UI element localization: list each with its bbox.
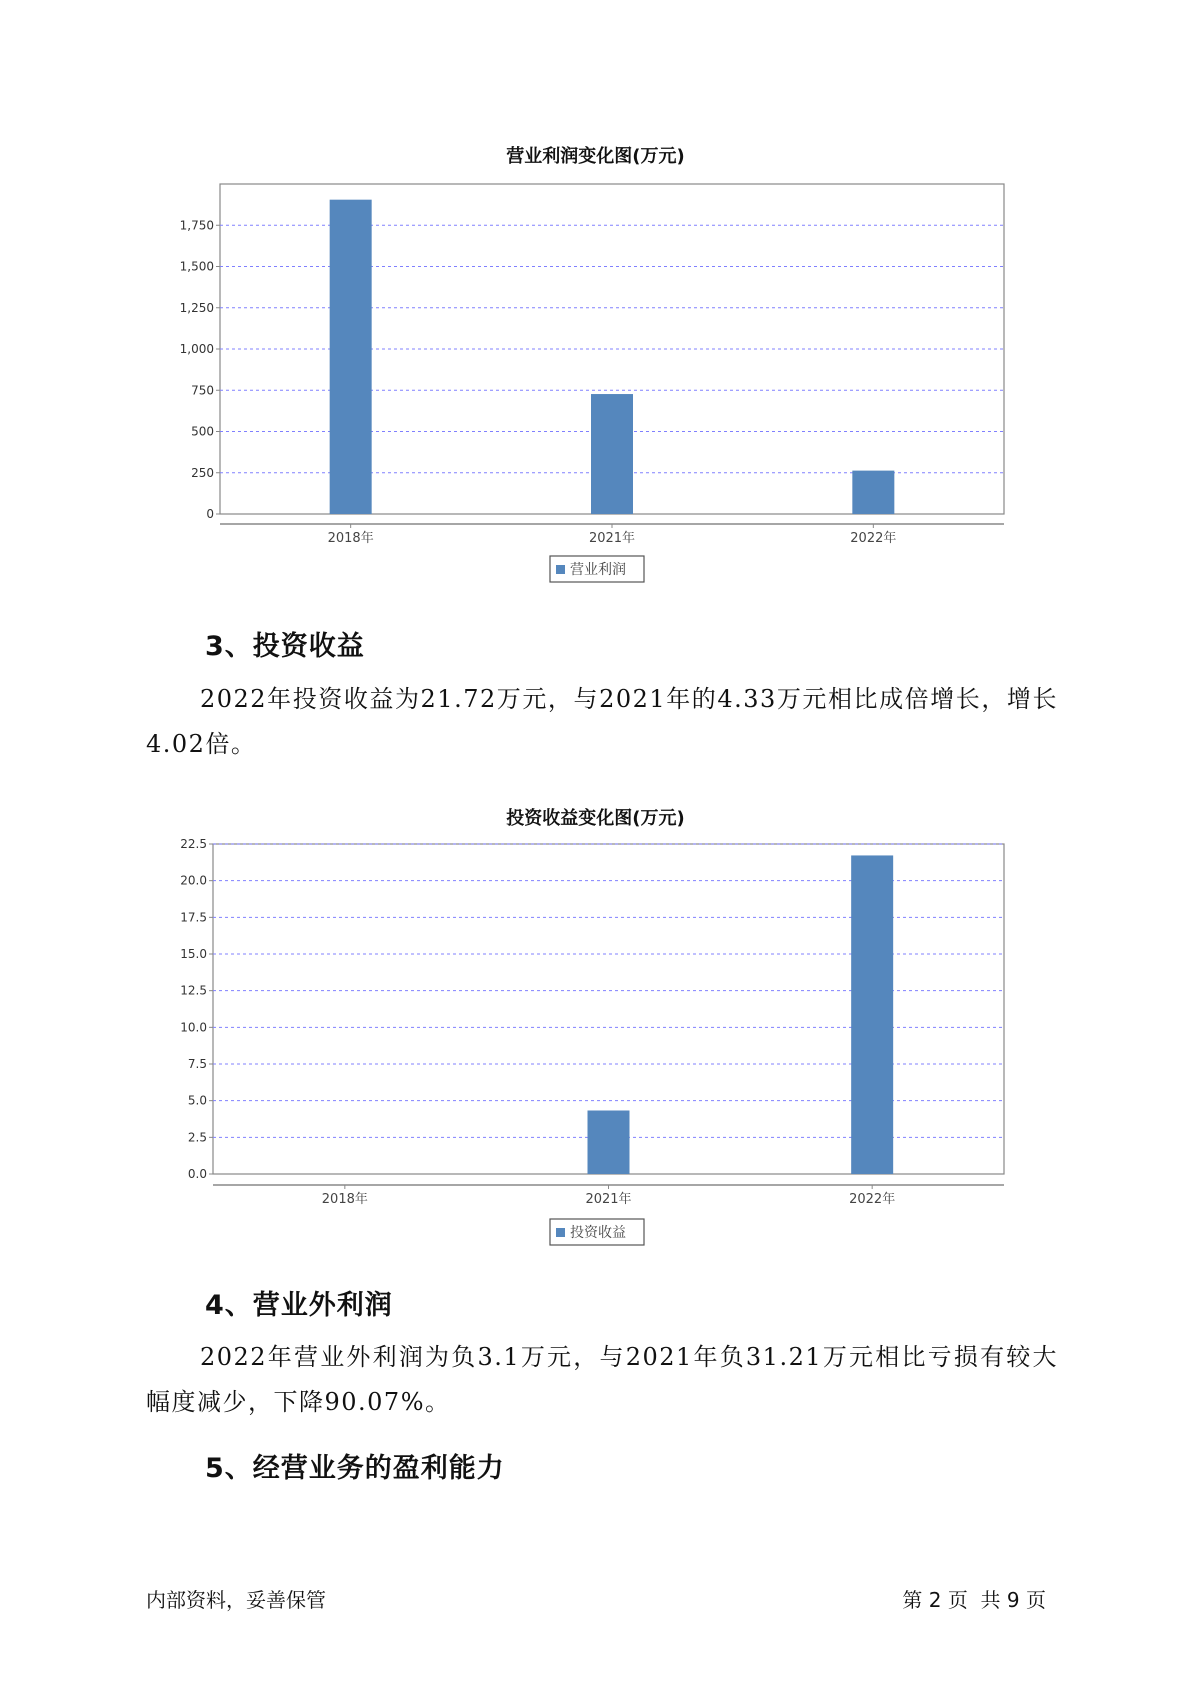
bar-2021年 — [588, 1110, 630, 1174]
x-tick-label: 2022年 — [849, 1192, 896, 1207]
x-tick-label: 2022年 — [850, 531, 897, 546]
bar-2021年 — [591, 394, 633, 514]
chart2-title: 投资收益变化图(万元) — [506, 808, 685, 829]
y-tick-label: 10.0 — [180, 1020, 207, 1035]
legend-swatch — [556, 1228, 565, 1237]
y-tick-label: 750 — [191, 383, 214, 398]
footer-page-number: 第 2 页 共 9 页 — [902, 1588, 1046, 1612]
footer-confidential-note: 内部资料，妥善保管 — [146, 1588, 326, 1612]
y-tick-label: 17.5 — [180, 910, 207, 925]
legend-swatch — [556, 565, 565, 574]
y-tick-label: 0.0 — [187, 1167, 207, 1181]
y-tick-label: 250 — [191, 465, 214, 480]
operating-profit-chart — [0, 170, 1191, 590]
y-tick-label: 1,750 — [179, 218, 214, 233]
bar-2018年 — [330, 200, 372, 514]
x-tick-label: 2021年 — [585, 1192, 632, 1207]
legend-label: 营业利润 — [570, 562, 626, 578]
x-tick-label: 2021年 — [588, 531, 636, 546]
y-tick-label: 0 — [206, 507, 214, 521]
y-tick-label: 1,250 — [179, 300, 214, 315]
y-tick-label: 2.5 — [187, 1130, 207, 1145]
section-heading-non-operating-profit: 4、营业外利润 — [205, 1290, 393, 1321]
legend-label: 投资收益 — [570, 1225, 626, 1241]
y-tick-label: 22.5 — [180, 837, 207, 851]
y-tick-label: 1,500 — [179, 259, 214, 274]
investment-income-chart — [0, 832, 1191, 1252]
investment-income-paragraph: 2022年投资收益为21.72万元，与2021年的4.33万元相比成倍增长，增长4.02倍。 — [146, 685, 1058, 758]
y-tick-label: 15.0 — [180, 947, 207, 961]
y-tick-label: 5.0 — [187, 1093, 207, 1108]
y-tick-label: 1,000 — [179, 342, 214, 356]
chart1-title: 营业利润变化图(万元) — [506, 146, 685, 167]
y-tick-label: 12.5 — [180, 983, 207, 998]
y-tick-label: 7.5 — [187, 1057, 207, 1071]
section-heading-operating-profitability: 5、经营业务的盈利能力 — [205, 1453, 505, 1484]
bar-2022年 — [851, 855, 893, 1174]
x-tick-label: 2018年 — [321, 1192, 368, 1207]
bar-2022年 — [852, 471, 894, 514]
y-tick-label: 20.0 — [180, 873, 207, 888]
non-operating-profit-paragraph: 2022年营业外利润为负3.1万元，与2021年负31.21万元相比亏损有较大幅度减少，下降90.07%。 — [146, 1343, 1058, 1416]
section-heading-investment-income: 3、投资收益 — [205, 631, 365, 662]
y-tick-label: 500 — [191, 424, 214, 439]
x-tick-label: 2018年 — [327, 531, 374, 546]
